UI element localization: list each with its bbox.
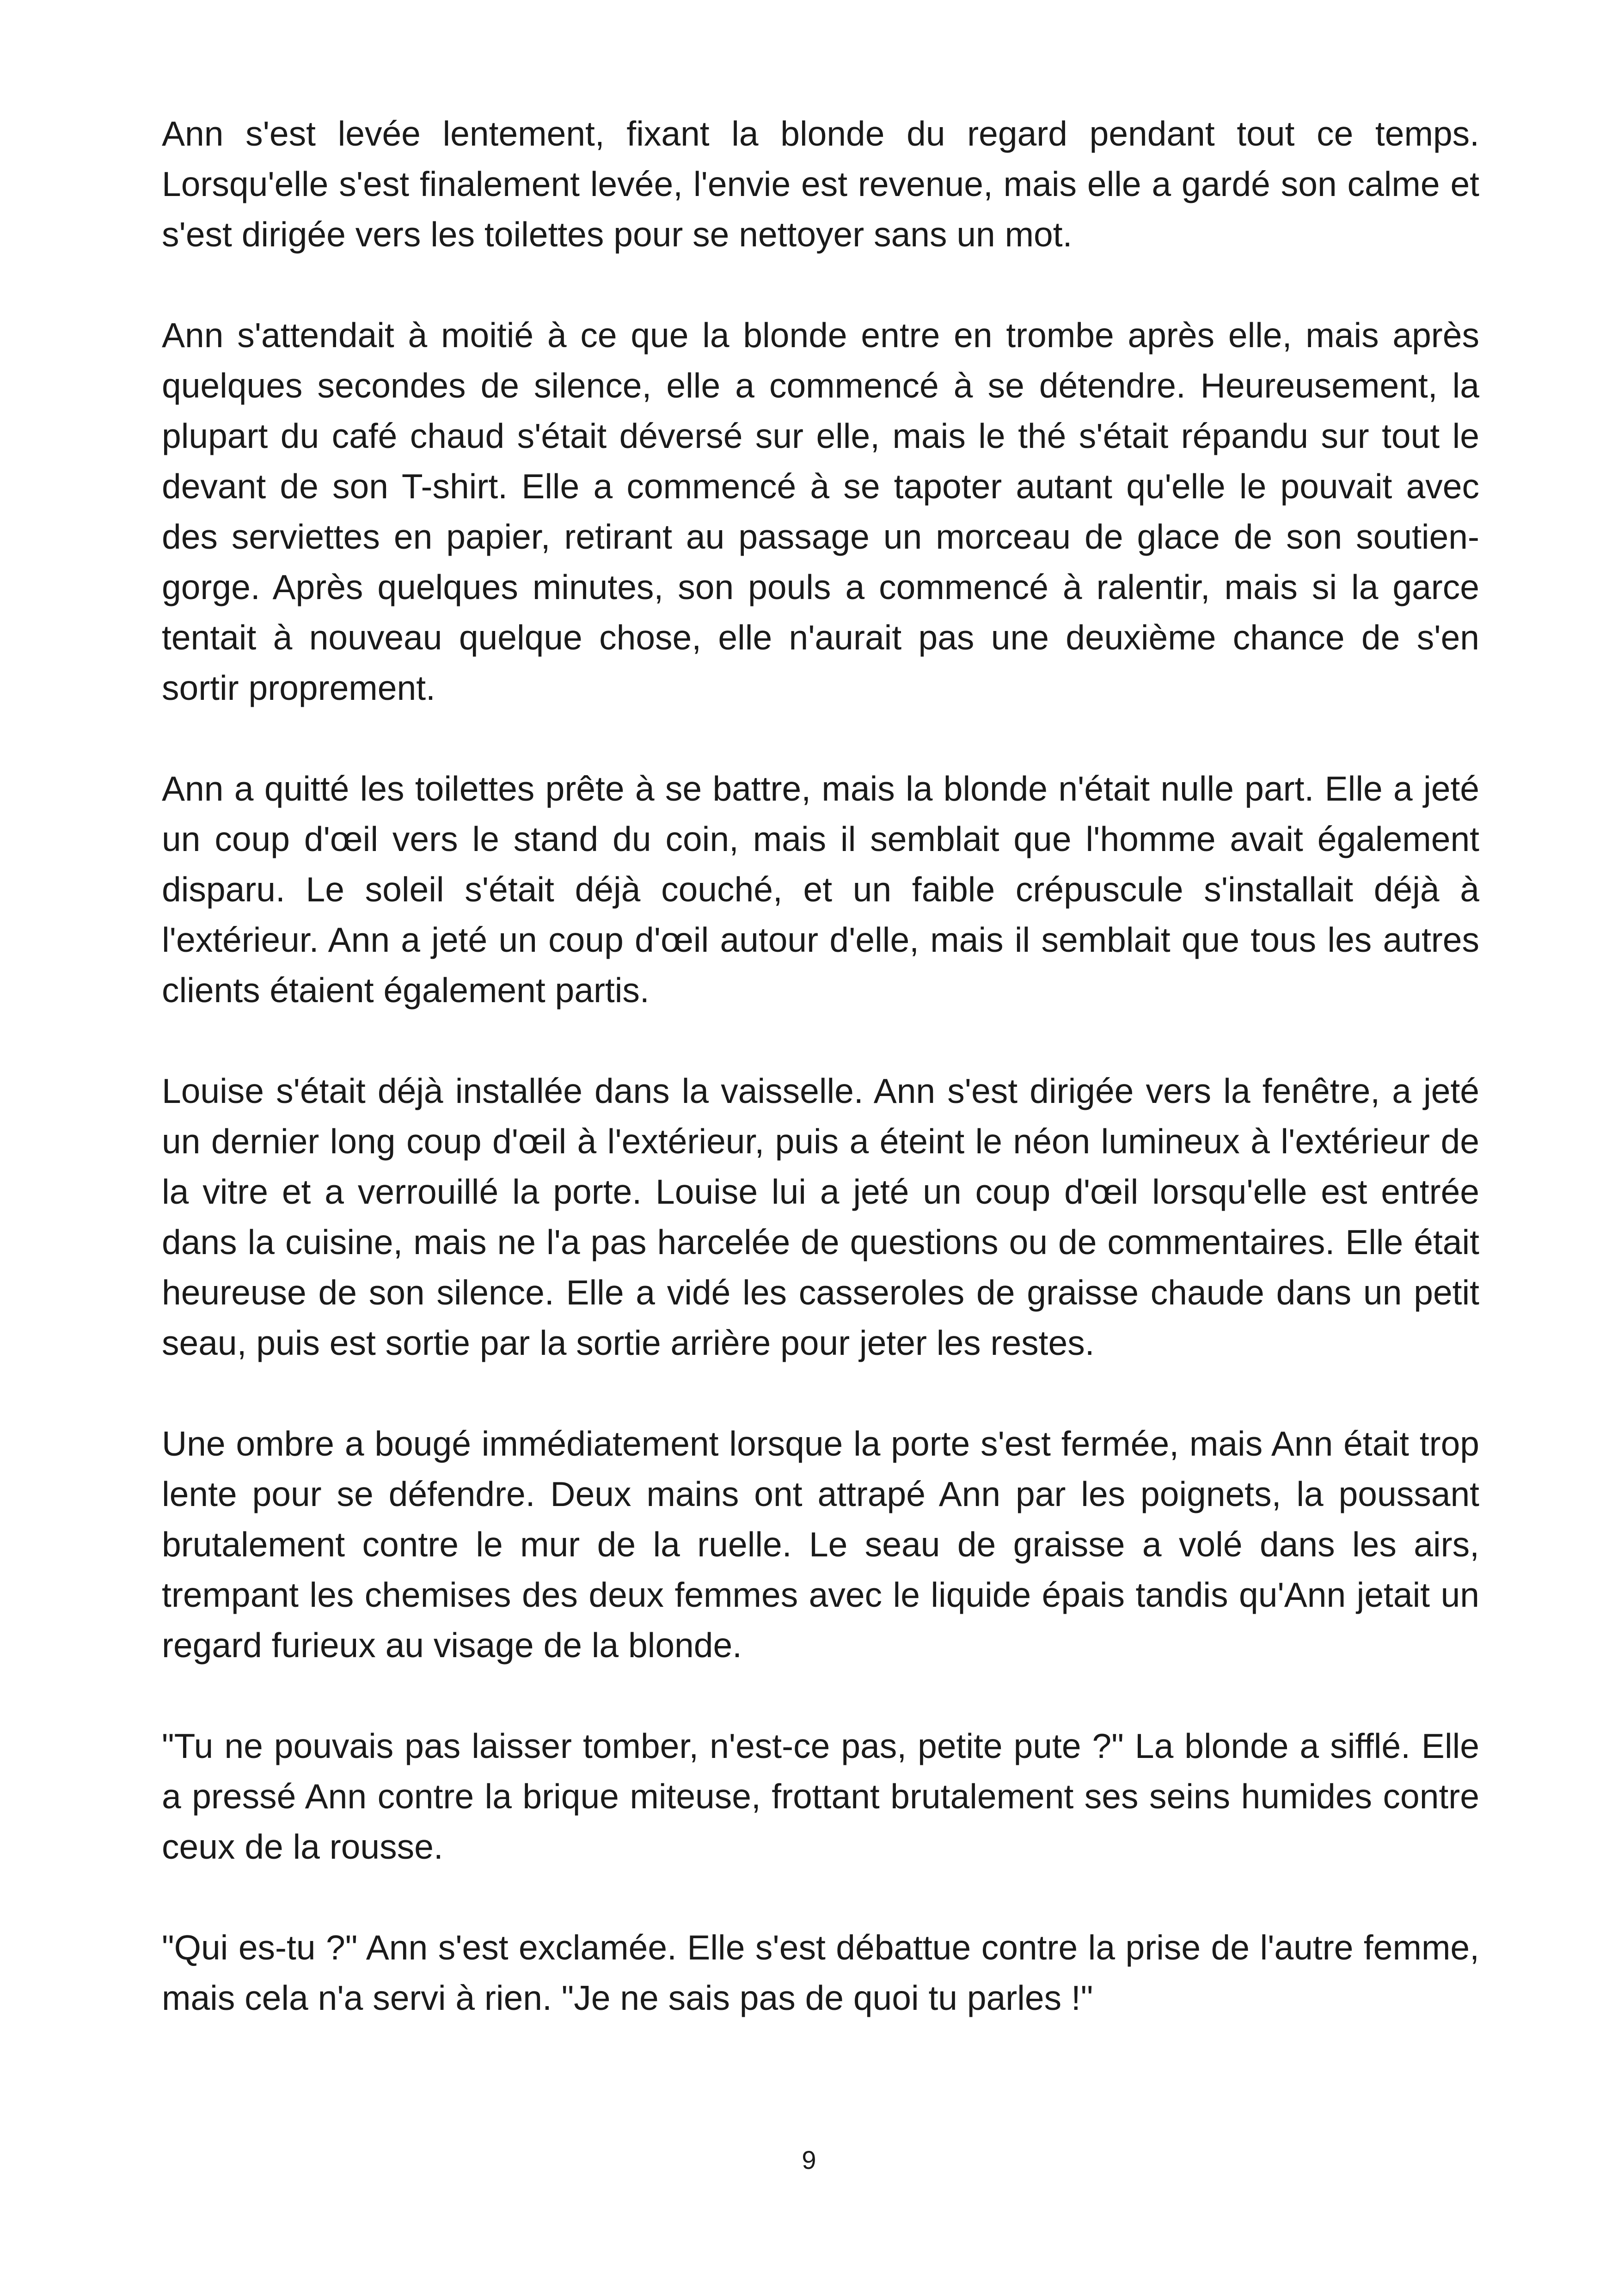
page-number: 9 (802, 2145, 816, 2174)
paragraph-5: Une ombre a bougé immédiatement lorsque la porte s'est fermée, mais Ann était trop lente pour se défendre. Deux mains ont attrapé Ann par les poignets, la poussant brutalement contre le mur de la ruelle. Le seau de graisse a volé dans les airs, trempant les chemises des deux femmes avec le liquide épais tandis qu'Ann jetait un regard furieux au visage de la blonde. (162, 1424, 1479, 1665)
paragraph-3: Ann a quitté les toilettes prête à se battre, mais la blonde n'était nulle part. Elle a jeté un coup d'œil vers le stand du coin, mais il semblait que l'homme avait également disparu. Le soleil s'était déjà couché, et un faible crépuscule s'installait déjà à l'extérieur. Ann a jeté un coup d'œil autour d'elle, mais il semblait que tous les autres clients étaient également partis. (162, 769, 1479, 1010)
paragraph-7: "Qui es-tu ?" Ann s'est exclamée. Elle s'est débattue contre la prise de l'autre femme, mais cela n'a servi à rien. "Je ne sais pas de quoi tu parles !" (162, 1928, 1479, 2017)
paragraph-6: "Tu ne pouvais pas laisser tomber, n'est-ce pas, petite pute ?" La blonde a sifflé. Elle a pressé Ann contre la brique miteuse, frottant brutalement ses seins humides contre ceux de la rousse. (162, 1727, 1479, 1866)
text-body (162, 109, 1479, 2074)
paragraph-4: Louise s'était déjà installée dans la vaisselle. Ann s'est dirigée vers la fenêtre, a jeté un dernier long coup d'œil à l'extérieur, puis a éteint le néon lumineux à l'extérieur de la vitre et a verrouillé la porte. Louise lui a jeté un coup d'œil lorsqu'elle est entrée dans la cuisine, mais ne l'a pas harcelée de questions ou de commentaires. Elle était heureuse de son silence. Elle a vidé les casseroles de graisse chaude dans un petit seau, puis est sortie par la sortie arrière pour jeter les restes. (162, 1071, 1479, 1362)
paragraph-2: Ann s'attendait à moitié à ce que la blonde entre en trombe après elle, mais après quelques secondes de silence, elle a commencé à se détendre. Heureusement, la plupart du café chaud s'était déversé sur elle, mais le thé s'était répandu sur tout le devant de son T-shirt. Elle a commencé à se tapoter autant qu'elle le pouvait avec des serviettes en papier, retirant au passage un morceau de glace de son soutien-gorge. Après quelques minutes, son pouls a commencé à ralentir, mais si la garce tentait à nouveau quelque chose, elle n'aurait pas une deuxième chance de s'en sortir proprement. (162, 316, 1479, 707)
paragraph-1: Ann s'est levée lentement, fixant la blonde du regard pendant tout ce temps. Lorsqu'elle s'est finalement levée, l'envie est revenue, mais elle a gardé son calme et s'est dirigée vers les toilettes pour se nettoyer sans un mot. (162, 114, 1479, 254)
